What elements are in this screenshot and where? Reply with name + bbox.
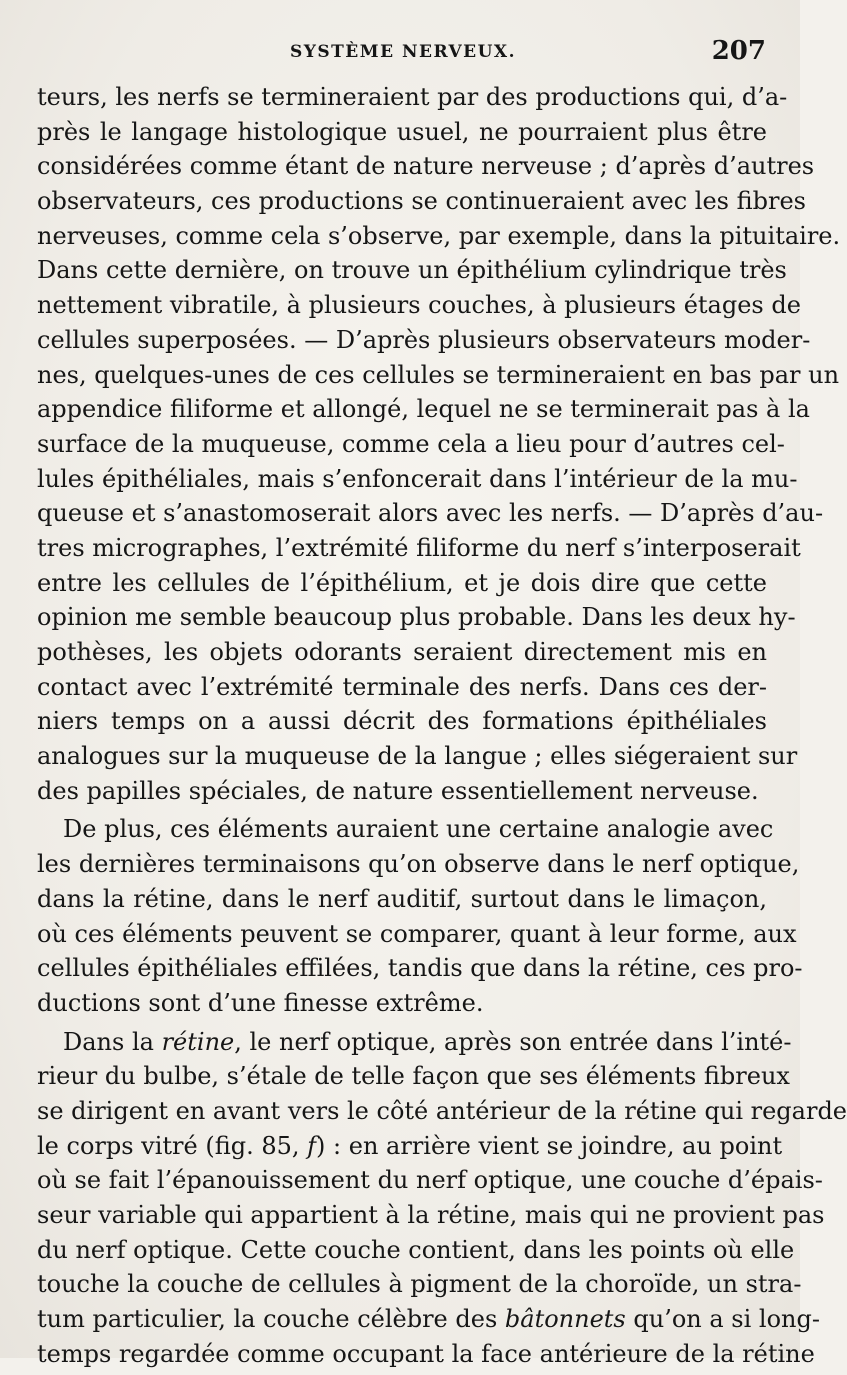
italic-figure-ref: f	[307, 1131, 317, 1160]
text-line: teurs, les nerfs se termineraient par des productions qui, d’a-	[37, 83, 788, 111]
page-header	[36, 36, 770, 68]
text-line: du nerf optique. Cette couche contient, dans les points où elle	[37, 1235, 795, 1264]
text-line: seur variable qui appartient à la rétine, mais qui ne provient pas	[37, 1201, 825, 1229]
text-fragment: tum particulier, la couche célèbre des	[37, 1305, 505, 1334]
text-fragment: , le nerf optique, après son entrée dans l’inté-	[234, 1027, 792, 1056]
text-line: nettement vibratile, à plusieurs couches, à plusieurs étages de	[37, 291, 801, 320]
text-line: touche la couche de cellules à pigment de la choroïde, un stra-	[37, 1270, 802, 1299]
text-fragment: Dans la	[63, 1027, 162, 1056]
text-line: cellules superposées. — D’après plusieurs observateurs moder-	[37, 325, 811, 354]
text-line: De plus, ces éléments auraient une certaine analogie avec	[63, 815, 774, 844]
text-line: ductions sont d’une finesse extrême.	[37, 988, 484, 1017]
text-line: niers temps on a aussi décrit des formations épithéliales	[37, 707, 767, 736]
page-body	[37, 80, 847, 1375]
paragraph-1	[37, 80, 841, 808]
text-fragment: qu’on a si long-	[625, 1305, 820, 1334]
text-line: analogues sur la muqueuse de la langue ; elles siégeraient sur	[37, 742, 798, 771]
text-line: observateurs, ces productions se continueraient avec les fibres	[37, 187, 806, 216]
paragraph-3	[37, 1025, 847, 1372]
page-number: 207	[711, 36, 766, 66]
text-line: Dans cette dernière, on trouve un épithélium cylindrique très	[37, 256, 787, 285]
text-line: entre les cellules de l’épithélium, et je dois dire que cette	[37, 568, 767, 597]
text-line: pothèses, les objets odorants seraient directement mis en	[37, 638, 767, 666]
running-title: SYSTÈME NERVEUX.	[289, 42, 517, 62]
text-line: les dernières terminaisons qu’on observe dans le nerf optique,	[37, 850, 800, 879]
text-line: queuse et s’anastomoserait alors avec les nerfs. — D’après d’au-	[37, 499, 824, 528]
text-line: des papilles spéciales, de nature essentiellement nerveuse.	[37, 776, 759, 805]
text-line: nerveuses, comme cela s’observe, par exemple, dans la pituitaire.	[37, 221, 841, 250]
text-line: surface de la muqueuse, comme cela a lieu pour d’autres cel-	[37, 429, 785, 458]
text-line: cellules épithéliales effilées, tandis que dans la rétine, ces pro-	[37, 954, 803, 983]
text-line	[37, 1025, 792, 1060]
text-line: rieur du bulbe, s’étale de telle façon que ses éléments fibreux	[37, 1062, 790, 1091]
text-line: considérées comme étant de nature nerveuse ; d’après d’autres	[37, 152, 815, 181]
text-fragment: ) : en arrière vient se joindre, au point	[316, 1131, 783, 1160]
paragraph-2	[37, 812, 803, 1020]
text-line: où se fait l’épanouissement du nerf optique, une couche d’épais-	[37, 1166, 823, 1195]
text-line: contact avec l’extrémité terminale des nerfs. Dans ces der-	[37, 672, 767, 701]
text-line	[37, 1302, 820, 1337]
text-line: tres micrographes, l’extrémité filiforme du nerf s’interposerait	[37, 533, 801, 562]
text-line: où ces éléments peuvent se comparer, quant à leur forme, aux	[37, 919, 797, 948]
text-line: lules épithéliales, mais s’enfoncerait dans l’intérieur de la mu-	[37, 464, 798, 493]
text-line: appendice filiforme et allongé, lequel ne se terminerait pas à la	[37, 395, 810, 424]
text-fragment: le corps vitré (fig. 85,	[37, 1131, 308, 1160]
italic-term-batonnets: bâtonnets	[504, 1305, 626, 1334]
text-line	[37, 1129, 783, 1164]
text-line: nes, quelques-unes de ces cellules se termineraient en bas par un	[37, 360, 840, 389]
text-line: opinion me semble beaucoup plus probable. Dans les deux hy-	[37, 603, 796, 632]
text-line: près le langage histologique usuel, ne pourraient plus être	[37, 117, 767, 146]
text-line: temps regardée comme occupant la face antérieure de la rétine	[37, 1339, 815, 1368]
italic-term-retine: rétine	[161, 1027, 235, 1056]
text-line: dans la rétine, dans le nerf auditif, surtout dans le limaçon,	[37, 884, 767, 913]
text-line: se dirigent en avant vers le côté antérieur de la rétine qui regarde	[37, 1096, 847, 1125]
